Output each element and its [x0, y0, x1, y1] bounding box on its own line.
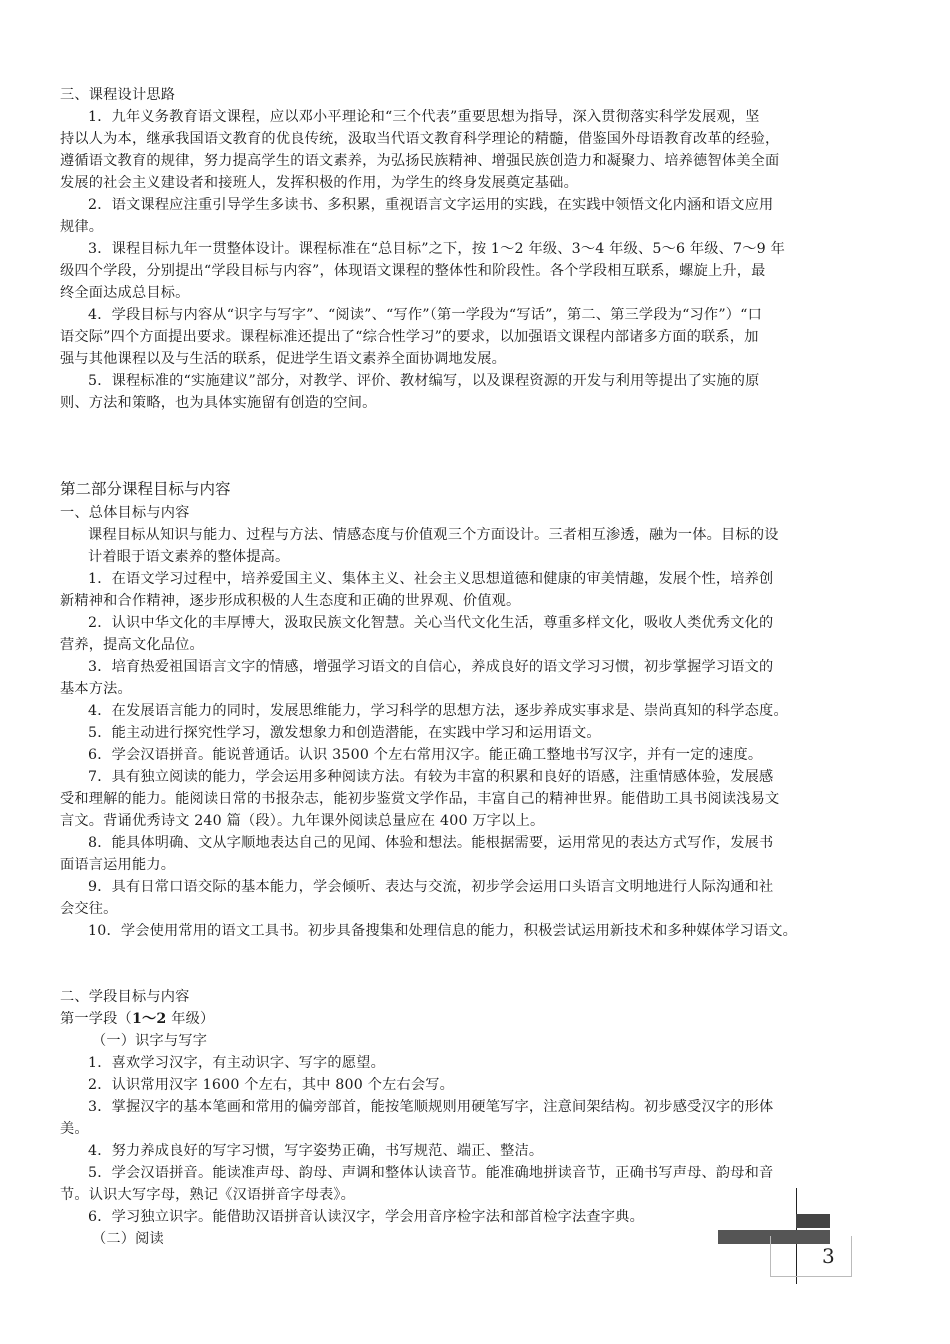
goal-item: 4．在发展语言能力的同时，发展思维能力，学习科学的思想方法，逐步养成实事求是、崇尚真知的科学态度。	[88, 703, 788, 719]
paragraph-line: 发展的社会主义建设者和接班人，发挥积极的作用，为学生的终身发展奠定基础。	[60, 175, 578, 191]
section-heading: 三、课程设计思路	[60, 87, 176, 103]
list-item: 2．认识常用汉字 1600 个左右，其中 800 个左右会写。	[88, 1077, 455, 1093]
paragraph-line: 级四个学段，分别提出“学段目标与内容”，体现语文课程的整体性和阶段性。各个学段相互联系，螺旋上升，最	[60, 263, 766, 279]
paragraph-line: 营养，提高文化品位。	[60, 637, 204, 653]
stage-suffix: 年级）	[166, 1011, 215, 1027]
page-corner-bar	[796, 1214, 830, 1228]
paragraph-line: 强与其他课程以及与生活的联系，促进学生语文素养全面协调地发展。	[60, 351, 507, 367]
section-heading: 二、学段目标与内容	[60, 989, 190, 1005]
paragraph-line: 5．课程标准的“实施建议”部分，对教学、评价、教材编写，以及课程资源的开发与利用等提出了实施的原	[88, 373, 760, 389]
paragraph-line: 新精神和合作精神，逐步形成积极的人生态度和正确的世界观、价值观。	[60, 593, 521, 609]
paragraph-line: 持以人为本，继承我国语文教育的优良传统，汲取当代语文教育科学理论的精髓，借鉴国外母语教育改革的经验，	[60, 131, 780, 147]
goal-item: 6．学会汉语拼音。能说普通话。认识 3500 个左右常用汉字。能正确工整地书写汉字，并有一定的速度。	[88, 747, 763, 763]
stage-heading	[60, 1008, 890, 1030]
paragraph-line: 会交往。	[60, 901, 118, 917]
paragraph-line: 4．学段目标与内容从“识字与写字”、“阅读”、“写作”（第一学段为“写话”，第二、第三学段为“习作”）“口	[88, 307, 763, 323]
list-item: 1．喜欢学习汉字，有主动识字、写字的愿望。	[88, 1055, 385, 1071]
paragraph-line: 课程目标从知识与能力、过程与方法、情感态度与价值观三个方面设计。三者相互渗透，融为一体。目标的设	[88, 527, 779, 543]
subsection-heading: （二）阅读	[92, 1231, 164, 1247]
goal-item: 8．能具体明确、文从字顺地表达自己的见闻、体验和想法。能根据需要，运用常见的表达方式写作，发展书	[88, 835, 774, 851]
paragraph-line: 遵循语文教育的规律，努力提高学生的语文素养，为弘扬民族精神、增强民族创造力和凝聚力、培养德智体美全面	[60, 153, 780, 169]
paragraph-line: 面语言运用能力。	[60, 857, 176, 873]
goal-item: 7．具有独立阅读的能力，学会运用多种阅读方法。有较为丰富的积累和良好的语感，注重情感体验，发展感	[88, 769, 774, 785]
paragraph-line: 美。	[60, 1121, 89, 1137]
goal-item: 3．培育热爱祖国语言文字的情感，增强学习语文的自信心，养成良好的语文学习习惯，初步掌握学习语文的	[88, 659, 774, 675]
goal-item: 2．认识中华文化的丰厚博大，汲取民族文化智慧。关心当代文化生活，尊重多样文化，吸收人类优秀文化的	[88, 615, 774, 631]
page-number: 3	[822, 1244, 835, 1268]
goal-item: 10．学会使用常用的语文工具书。初步具备搜集和处理信息的能力，积极尝试运用新技术和多种媒体学习语文。	[88, 923, 798, 939]
paragraph-line: 2．语文课程应注重引导学生多读书、多积累，重视语言文字运用的实践，在实践中领悟文化内涵和语文应用	[88, 197, 774, 213]
paragraph-line: 1．九年义务教育语文课程，应以邓小平理论和“三个代表”重要思想为指导，深入贯彻落实科学发展观，坚	[88, 109, 760, 125]
paragraph-line: 计着眼于语文素养的整体提高。	[88, 549, 290, 565]
paragraph-line: 语交际”四个方面提出要求。课程标准还提出了“综合性学习”的要求，以加强语文课程内部诸多方面的联系，加	[60, 329, 759, 345]
section-heading: 一、总体目标与内容	[60, 505, 190, 521]
paragraph-line: 节。认识大写字母，熟记《汉语拼音字母表》。	[60, 1187, 356, 1203]
paragraph-line: 规律。	[60, 219, 104, 235]
stage-grade: 1～2	[131, 1011, 167, 1027]
goal-item: 1．在语文学习过程中，培养爱国主义、集体主义、社会主义思想道德和健康的审美情趣，发展个性，培养创	[88, 571, 774, 587]
paragraph-line: 终全面达成总目标。	[60, 285, 190, 301]
paragraph-line: 3．课程目标九年一贯整体设计。课程标准在“总目标”之下，按 1～2 年级、3～4 年级、5～6 年级、7～9 年	[88, 241, 785, 257]
list-item: 5．学会汉语拼音。能读准声母、韵母、声调和整体认读音节。能准确地拼读音节，正确书写声母、韵母和音	[88, 1165, 774, 1181]
paragraph-line: 基本方法。	[60, 681, 132, 697]
goal-item: 5．能主动进行探究性学习，激发想象力和创造潜能，在实践中学习和运用语文。	[88, 725, 601, 741]
stage-prefix: 第一学段（	[60, 1011, 132, 1027]
part-title: 第二部分课程目标与内容	[60, 480, 231, 498]
paragraph-line: 受和理解的能力。能阅读日常的书报杂志，能初步鉴赏文学作品，丰富自己的精神世界。能借助工具书阅读浅易文	[60, 791, 780, 807]
list-item: 4．努力养成良好的写字习惯，写字姿势正确，书写规范、端正、整洁。	[88, 1143, 544, 1159]
document-body	[60, 84, 890, 1250]
paragraph-line: 则、方法和策略，也为具体实施留有创造的空间。	[60, 395, 377, 411]
list-item: 6．学习独立识字。能借助汉语拼音认读汉字，学会用音序检字法和部首检字法查字典。	[88, 1209, 644, 1225]
goal-item: 9．具有日常口语交际的基本能力，学会倾听、表达与交流，初步学会运用口头语言文明地进行人际沟通和社	[88, 879, 774, 895]
page-number-box	[770, 1236, 852, 1277]
paragraph-line: 言文。背诵优秀诗文 240 篇（段）。九年课外阅读总量应在 400 万字以上。	[60, 813, 545, 829]
list-item: 3．掌握汉字的基本笔画和常用的偏旁部首，能按笔顺规则用硬笔写字，注意间架结构。初步感受汉字的形体	[88, 1099, 774, 1115]
subsection-heading: （一）识字与写字	[92, 1033, 208, 1049]
